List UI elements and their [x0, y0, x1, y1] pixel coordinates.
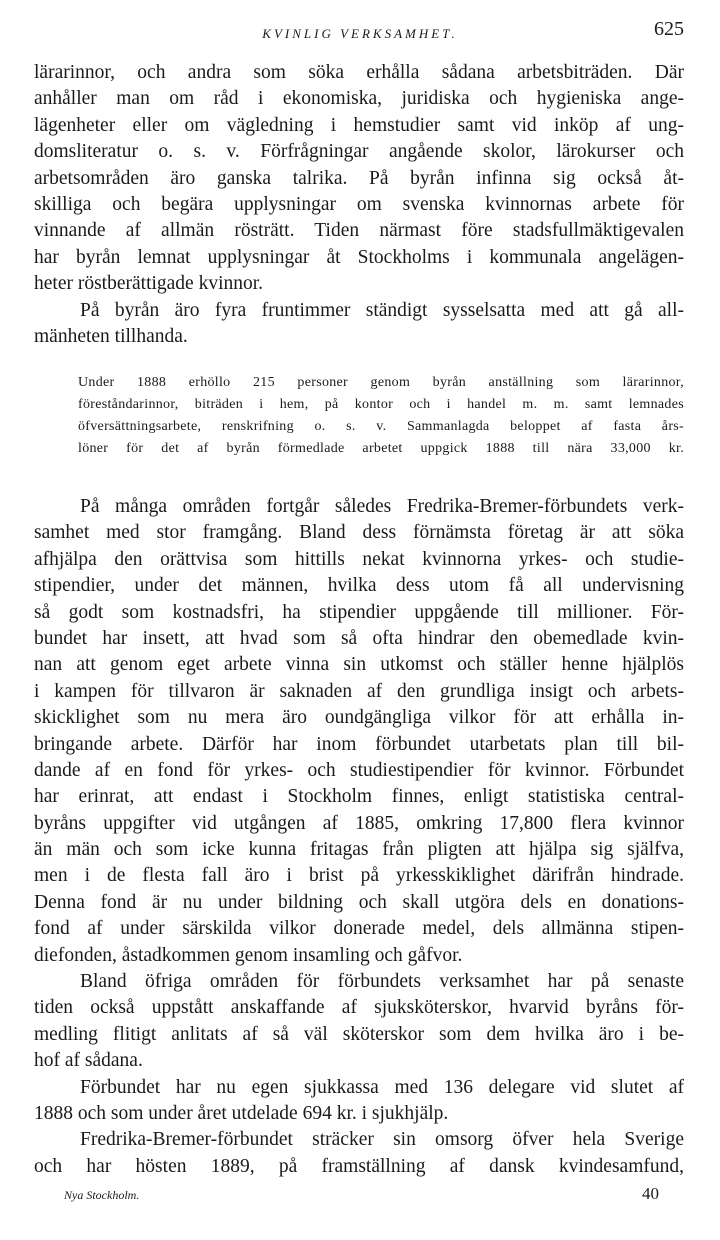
small-text-line: föreståndarinnor, biträden i hem, på kontor och i handel m. m. samt lemnades	[78, 397, 684, 412]
small-text-line: Under 1888 erhöllo 215 personer genom byrån anställning som lärarinnor,	[78, 375, 684, 390]
text-line: skilliga och begära upplysningar om svenska kvinnornas arbete för	[34, 193, 684, 215]
text-line: anhåller man om råd i ekonomiska, juridiska och hygieniska ange-	[34, 88, 684, 110]
text-line: lärarinnor, och andra som söka erhålla sådana arbetsbiträden. Där	[34, 62, 684, 83]
text-line: På många områden fortgår således Fredrika-Bremer-förbundets verk-	[80, 496, 684, 517]
text-line: har erinrat, att endast i Stockholm finnes, enligt statistiska central-	[34, 786, 684, 808]
small-text-line: öfversättningsarbete, renskrifning o. s. v. Sammanlagda beloppet af fasta års-	[78, 419, 684, 434]
text-line: och har hösten 1889, på framställning af dansk kvindesamfund,	[34, 1155, 684, 1177]
page-number: 625	[654, 18, 684, 40]
text-line: fond af under särskilda vilkor donerade medel, dels allmänna stipen-	[34, 918, 684, 940]
small-text-line: löner för det af byrån förmedlade arbetet uppgick 1888 till nära 33,000 kr.	[78, 441, 684, 456]
text-line: lägenheter eller om vägledning i hemstudier samt vid inköp af ung-	[34, 114, 684, 136]
text-line: afhjälpa den orättvisa som hittills nekat kvinnorna yrkes- och studie-	[34, 548, 684, 570]
text-line: diefonden, åstadkommen genom insamling och gåfvor.	[34, 944, 463, 966]
footer-sheet-number: 40	[642, 1184, 659, 1203]
text-line: dande af en fond för yrkes- och studiestipendier för kvinnor. Förbundet	[34, 759, 684, 781]
text-line: har byrån lemnat upplysningar åt Stockholms i kommunala angelägen-	[34, 246, 684, 268]
text-line: hof af sådana.	[34, 1050, 143, 1072]
text-line: Bland öfriga områden för förbundets verksamhet har på senaste	[80, 971, 684, 993]
text-line: arbetsområden äro ganska talrika. På byrån infinna sig också åt-	[34, 167, 684, 189]
text-line: samhet med stor framgång. Bland dess förnämsta företag är att söka	[34, 522, 684, 544]
text-line: tiden också uppstått anskaffande af sjuksköterskor, hvarvid byråns för-	[34, 997, 684, 1019]
text-line: än män och som icke kunna fritagas från pligten att hjälpa sig själfva,	[34, 839, 684, 861]
text-line: heter röstberättigade kvinnor.	[34, 273, 264, 295]
text-line: Förbundet har nu egen sjukkassa med 136 delegare vid slutet af	[80, 1076, 684, 1098]
body-text-block-2	[34, 494, 684, 1180]
text-line: skicklighet som nu mera äro oundgängliga vilkor för att erhålla in-	[34, 707, 684, 729]
page-header	[36, 18, 684, 48]
text-line: 1888 och som under året utdelade 694 kr. i sjukhjälp.	[34, 1102, 449, 1124]
text-line: bundet har insett, att hvad som så ofta hindrar den obemedlade kvin-	[34, 627, 684, 649]
text-line: nan att genom eget arbete vinna sin utkomst och ställer henne hjälplös	[34, 654, 684, 676]
text-line: vinnande af allmän rösträtt. Tiden närmast före stadsfullmäktigevalen	[34, 220, 684, 242]
small-print-note	[78, 372, 684, 460]
text-line: medling flitigt anlitats af så väl sköterskor som dem hvilka äro i be-	[34, 1023, 684, 1045]
text-line: men i de flesta fall äro i brist på yrkesskiklighet därifrån hindrade.	[34, 865, 684, 887]
text-line: På byrån äro fyra fruntimmer ständigt sysselsatta med att gå all-	[80, 299, 684, 321]
body-text-block-1	[34, 60, 684, 350]
text-line: byråns uppgifter vid utgången af 1885, omkring 17,800 flera kvinnor	[34, 812, 684, 834]
text-line: stipendier, under det männen, hvilka dess utom få all undervisning	[34, 575, 684, 597]
text-line: mänheten tillhanda.	[34, 325, 188, 347]
text-line: Denna fond är nu under bildning och skall utgöra dels en donations-	[34, 891, 684, 913]
text-line: så godt som kostnadsfri, ha stipendier uppgående till millioner. För-	[34, 601, 684, 623]
footer-signature: Nya Stockholm.	[64, 1188, 140, 1202]
text-line: domsliteratur o. s. v. Förfrågningar angående skolor, lärokurser och	[34, 141, 684, 163]
running-title: KVINLIG VERKSAMHET.	[262, 26, 458, 41]
text-line: Fredrika-Bremer-förbundet sträcker sin omsorg öfver hela Sverige	[80, 1129, 684, 1151]
text-line: i kampen för tillvaron är saknaden af den grundliga insigt och arbets-	[34, 680, 684, 702]
text-line: bringande arbete. Därför har inom förbundet utarbetats plan till bil-	[34, 733, 684, 755]
